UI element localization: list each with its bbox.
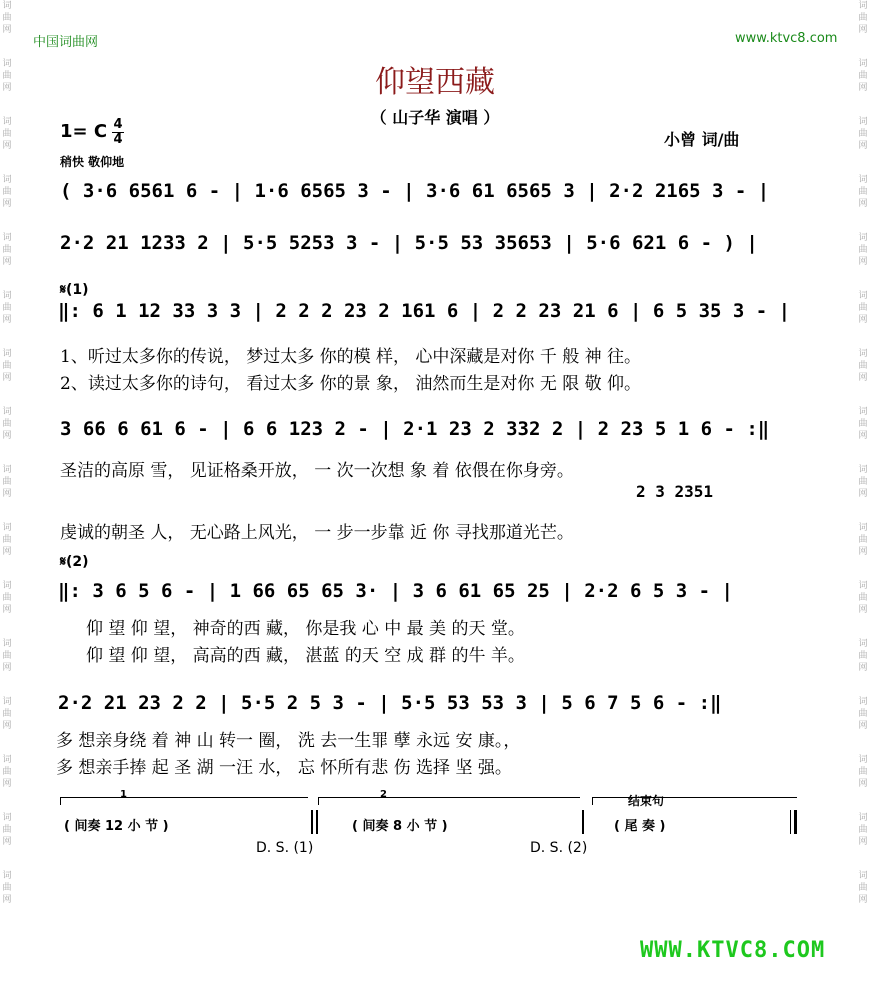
watermark-glyph: 词	[2, 233, 12, 243]
watermark-glyph: 网	[2, 373, 12, 383]
watermark-gap	[0, 848, 14, 870]
watermark-glyph: 网	[858, 605, 868, 615]
ending-bracket-2-tick	[318, 797, 319, 805]
alternate-notes: 2 3 2351	[636, 482, 714, 501]
watermark-glyph: 词	[858, 117, 868, 127]
watermark-glyph: 网	[2, 489, 12, 499]
watermark-gap	[0, 152, 14, 174]
watermark-gap	[856, 906, 870, 928]
watermark-glyph: 网	[2, 547, 12, 557]
watermark-glyph: 网	[858, 431, 868, 441]
watermark-glyph: 网	[858, 779, 868, 789]
watermark-glyph: 网	[858, 547, 868, 557]
watermark-glyph: 词	[858, 639, 868, 649]
ending-bracket-2	[318, 797, 580, 798]
watermark-glyph: 曲	[858, 651, 868, 661]
time-signature-bottom: 4	[113, 132, 123, 147]
watermark-glyph: 曲	[858, 535, 868, 545]
watermark-gap	[856, 732, 870, 754]
watermark-glyph: 曲	[2, 419, 12, 429]
watermark-glyph: 网	[2, 721, 12, 731]
watermark-gap	[856, 384, 870, 406]
verse-lyric-2a: 圣洁的高原 雪， 见证格桑开放， 一 次一次想 象 着 依偎在你身旁。	[60, 461, 574, 481]
watermark-glyph: 词	[858, 59, 868, 69]
watermark-glyph: 网	[2, 315, 12, 325]
watermark-glyph: 词	[2, 407, 12, 417]
watermark-glyph: 曲	[2, 767, 12, 777]
watermark-gap	[0, 906, 14, 928]
watermark-glyph: 词	[858, 233, 868, 243]
chorus-notes-line-2: 2·2 21 23 2 2 | 5·5 2 5 3 - | 5·5 53 53 3 | 5 6 7 5 6 - :‖	[58, 692, 722, 714]
watermark-glyph: 曲	[2, 825, 12, 835]
watermark-glyph: 曲	[858, 477, 868, 487]
watermark-glyph: 网	[2, 25, 12, 35]
watermark-glyph: 网	[2, 663, 12, 673]
watermark-glyph: 词	[2, 755, 12, 765]
watermark-glyph: 词	[858, 407, 868, 417]
watermark-glyph: 曲	[858, 419, 868, 429]
watermark-glyph: 词	[858, 291, 868, 301]
watermark-gap	[0, 326, 14, 348]
watermark-glyph: 曲	[2, 303, 12, 313]
ending-bracket-3-tick	[592, 797, 593, 805]
chorus-lyric-2a: 多 想亲身绕 着 神 山 转一 圈， 洗 去一生罪 孽 永远 安 康。，	[56, 731, 521, 751]
watermark-glyph: 曲	[2, 361, 12, 371]
ending-label-2: 2	[380, 789, 387, 800]
watermark-glyph: 曲	[858, 245, 868, 255]
final-barline-thin	[790, 810, 791, 834]
watermark-glyph: 网	[858, 25, 868, 35]
watermark-strip-left	[0, 0, 14, 987]
ending-bracket-1-tick	[60, 797, 61, 805]
watermark-gap	[856, 36, 870, 58]
watermark-glyph: 曲	[858, 825, 868, 835]
watermark-glyph: 词	[2, 697, 12, 707]
watermark-gap	[856, 326, 870, 348]
watermark-glyph: 词	[858, 175, 868, 185]
watermark-glyph: 网	[2, 895, 12, 905]
site-name-left[interactable]: 中国词曲网	[33, 35, 99, 50]
watermark-glyph: 曲	[2, 187, 12, 197]
watermark-glyph: 曲	[2, 129, 12, 139]
ending-bracket-1	[60, 797, 308, 798]
watermark-glyph: 网	[2, 199, 12, 209]
barline-1	[311, 810, 313, 834]
site-url-right[interactable]: www.ktvc8.com	[735, 31, 838, 46]
watermark-glyph: 曲	[858, 129, 868, 139]
dal-segno-2: D. S. (2)	[530, 840, 588, 856]
chorus-lyric-1b: 仰 望 仰 望， 高高的西 藏， 湛蓝 的天 空 成 群 的牛 羊。	[86, 646, 525, 666]
tempo-marking: 稍快 敬仰地	[60, 155, 125, 169]
watermark-glyph: 网	[858, 721, 868, 731]
watermark-glyph: 网	[858, 83, 868, 93]
watermark-glyph: 词	[858, 755, 868, 765]
watermark-gap	[856, 848, 870, 870]
watermark-glyph: 曲	[858, 883, 868, 893]
watermark-glyph: 曲	[2, 245, 12, 255]
singer-line: （ 山子华 演唱 ）	[370, 108, 500, 127]
watermark-glyph: 曲	[2, 593, 12, 603]
watermark-glyph: 词	[858, 523, 868, 533]
watermark-gap	[856, 790, 870, 812]
outro: ( 尾 奏 )	[614, 819, 666, 834]
watermark-glyph: 词	[858, 697, 868, 707]
watermark-glyph: 网	[2, 431, 12, 441]
watermark-gap	[856, 674, 870, 696]
interlude-1: ( 间奏 12 小 节 )	[64, 819, 169, 834]
ending-bracket-3	[592, 797, 797, 798]
watermark-glyph: 曲	[2, 883, 12, 893]
key-signature: 1= C	[60, 121, 108, 142]
watermark-glyph: 曲	[2, 71, 12, 81]
watermark-gap	[856, 268, 870, 290]
watermark-glyph: 曲	[2, 477, 12, 487]
watermark-glyph: 网	[858, 141, 868, 151]
watermark-glyph: 网	[2, 837, 12, 847]
watermark-glyph: 词	[858, 813, 868, 823]
interlude-2: ( 间奏 8 小 节 )	[352, 819, 448, 834]
watermark-gap	[0, 558, 14, 580]
time-signature	[112, 118, 124, 147]
verse-lyric-2b: 虔诚的朝圣 人， 无心路上风光， 一 步一步靠 近 你 寻找那道光芒。	[60, 523, 574, 543]
watermark-glyph: 词	[2, 291, 12, 301]
chorus-notes-line-1: ‖: 3 6 5 6 - | 1 66 65 65 3· | 3 6 61 65 25 | 2·2 6 5 3 - |	[58, 580, 733, 602]
watermark-glyph: 网	[2, 83, 12, 93]
watermark-glyph: 词	[858, 581, 868, 591]
watermark-gap	[856, 442, 870, 464]
watermark-glyph: 词	[2, 349, 12, 359]
watermark-glyph: 词	[2, 639, 12, 649]
watermark-gap	[0, 210, 14, 232]
watermark-glyph: 曲	[2, 651, 12, 661]
watermark-glyph: 曲	[858, 767, 868, 777]
watermark-gap	[856, 500, 870, 522]
footer-logo-url[interactable]: WWW.KTVC8.COM	[640, 938, 826, 963]
watermark-glyph: 网	[2, 605, 12, 615]
ending-label-1: 1	[120, 789, 127, 800]
watermark-glyph: 词	[2, 581, 12, 591]
watermark-glyph: 曲	[2, 13, 12, 23]
credit-line: 小曾 词/曲	[664, 130, 740, 149]
watermark-glyph: 词	[2, 117, 12, 127]
watermark-glyph: 词	[2, 1, 12, 11]
watermark-glyph: 词	[2, 175, 12, 185]
watermark-gap	[0, 384, 14, 406]
watermark-glyph: 网	[858, 837, 868, 847]
watermark-glyph: 词	[2, 813, 12, 823]
watermark-gap	[0, 616, 14, 638]
verse-lyric-1a: 1、听过太多你的传说， 梦过太多 你的模 样， 心中深藏是对你 千 般 神 往。	[60, 347, 642, 367]
watermark-gap	[0, 268, 14, 290]
watermark-glyph: 网	[858, 663, 868, 673]
watermark-gap	[856, 152, 870, 174]
watermark-glyph: 曲	[858, 187, 868, 197]
watermark-glyph: 曲	[858, 709, 868, 719]
watermark-gap	[0, 442, 14, 464]
watermark-glyph: 词	[858, 871, 868, 881]
watermark-gap	[0, 674, 14, 696]
song-title: 仰望西藏	[375, 65, 495, 100]
watermark-gap	[856, 616, 870, 638]
watermark-glyph: 网	[2, 779, 12, 789]
watermark-glyph: 曲	[2, 535, 12, 545]
verse-notes-line-1: ‖: 6 1 12 33 3 3 | 2 2 2 23 2 161 6 | 2 2 23 21 6 | 6 5 35 3 - |	[58, 300, 791, 322]
intro-notes-line-2: 2·2 21 1233 2 | 5·5 5253 3 - | 5·5 53 35653 | 5·6 621 6 - ) |	[60, 232, 758, 254]
watermark-glyph: 曲	[858, 361, 868, 371]
segno-mark-2: 𝄋(2)	[60, 554, 89, 570]
watermark-glyph: 曲	[858, 303, 868, 313]
verse-notes-line-2: 3 66 6 61 6 - | 6 6 123 2 - | 2·1 23 2 332 2 | 2 23 5 1 6 - :‖	[60, 418, 770, 440]
barline-1b	[316, 810, 318, 834]
watermark-gap	[856, 558, 870, 580]
watermark-glyph: 词	[2, 523, 12, 533]
watermark-glyph: 网	[858, 489, 868, 499]
watermark-glyph: 曲	[858, 593, 868, 603]
watermark-glyph: 曲	[2, 709, 12, 719]
time-signature-top: 4	[113, 117, 123, 132]
watermark-gap	[856, 210, 870, 232]
watermark-gap	[0, 790, 14, 812]
watermark-glyph: 词	[858, 349, 868, 359]
final-barline-thick	[794, 810, 797, 834]
watermark-glyph: 网	[2, 141, 12, 151]
watermark-glyph: 词	[858, 1, 868, 11]
watermark-glyph: 词	[858, 465, 868, 475]
watermark-gap	[0, 732, 14, 754]
watermark-glyph: 词	[2, 59, 12, 69]
watermark-glyph: 网	[858, 199, 868, 209]
watermark-glyph: 网	[858, 373, 868, 383]
intro-notes-line-1: ( 3·6 6561 6 - | 1·6 6565 3 - | 3·6 61 6565 3 | 2·2 2165 3 - |	[60, 180, 770, 202]
watermark-glyph: 网	[858, 895, 868, 905]
ending-label-3: 结束句	[628, 794, 665, 808]
watermark-gap	[0, 36, 14, 58]
watermark-glyph: 网	[858, 315, 868, 325]
segno-mark-1: 𝄋(1)	[60, 282, 89, 298]
watermark-glyph: 曲	[858, 71, 868, 81]
chorus-lyric-1a: 仰 望 仰 望， 神奇的西 藏， 你是我 心 中 最 美 的天 堂。	[86, 619, 525, 639]
watermark-glyph: 网	[2, 257, 12, 267]
verse-lyric-1b: 2、读过太多你的诗句， 看过太多 你的景 象， 油然而生是对你 无 限 敬 仰。	[60, 374, 642, 394]
watermark-strip-right	[856, 0, 870, 987]
watermark-glyph: 词	[2, 465, 12, 475]
watermark-glyph: 曲	[858, 13, 868, 23]
chorus-lyric-2b: 多 想亲手捧 起 圣 湖 一汪 水， 忘 怀所有悲 伤 选择 坚 强。	[56, 758, 512, 778]
watermark-glyph: 词	[2, 871, 12, 881]
watermark-glyph: 网	[858, 257, 868, 267]
dal-segno-1: D. S. (1)	[256, 840, 314, 856]
watermark-gap	[0, 500, 14, 522]
barline-2	[582, 810, 584, 834]
